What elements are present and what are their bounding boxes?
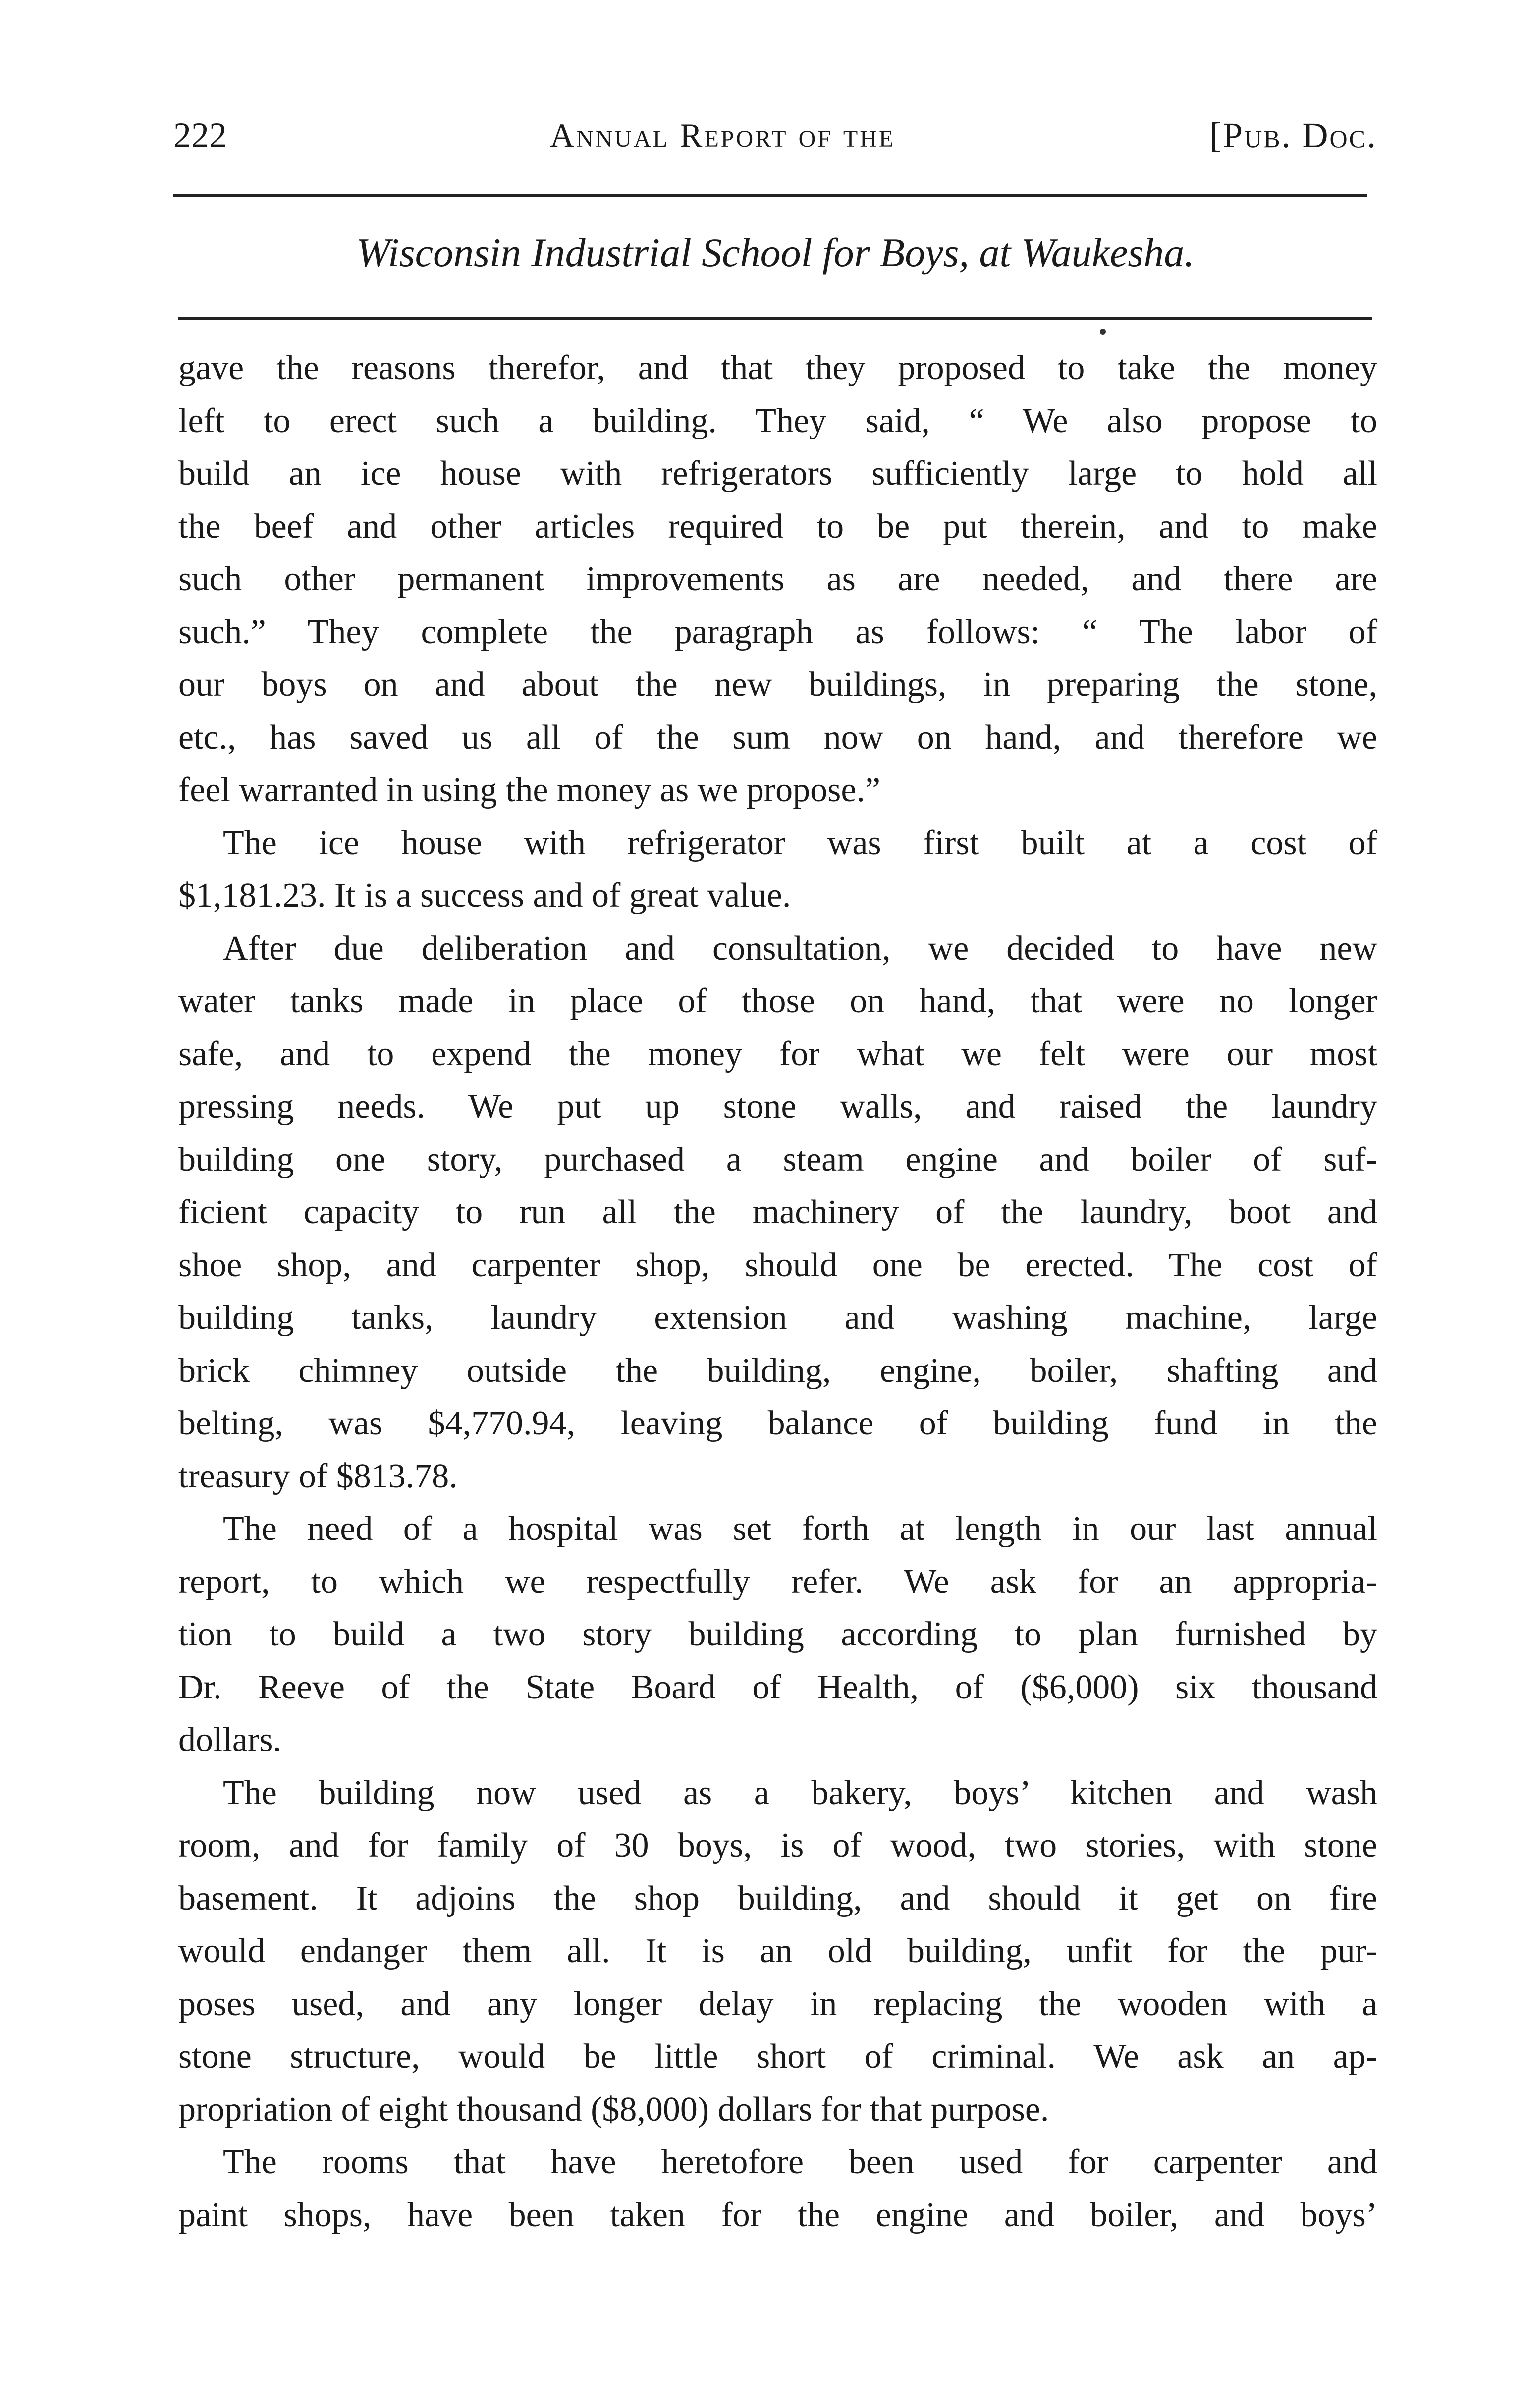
text-line: The building now used as a bakery, boys’ kitchen and wash xyxy=(223,1773,1377,1812)
paragraph xyxy=(178,923,1377,1503)
text-line: stone structure, would be little short of criminal. We ask an ap- xyxy=(178,2037,1377,2076)
text-line: shoe shop, and carpenter shop, should one be erected. The cost of xyxy=(178,1246,1377,1284)
header-rule-top xyxy=(173,194,1367,197)
text-line: basement. It adjoins the shop building, and should it get on fire xyxy=(178,1879,1377,1917)
paragraph xyxy=(178,817,1377,923)
paragraph xyxy=(178,1503,1377,1767)
paragraph xyxy=(178,342,1377,817)
text-line: poses used, and any longer delay in replacing the wooden with a xyxy=(178,1984,1377,2023)
text-line: brick chimney outside the building, engine, boiler, shafting and xyxy=(178,1351,1377,1390)
text-line: gave the reasons therefor, and that they proposed to take the money xyxy=(178,349,1377,387)
text-line: After due deliberation and consultation, we decided to have new xyxy=(223,929,1377,968)
text-line: tion to build a two story building according to plan furnished by xyxy=(178,1615,1377,1653)
text-line: safe, and to expend the money for what we felt were our most xyxy=(178,1035,1377,1073)
text-line: propriation of eight thousand ($8,000) dollars for that purpose. xyxy=(178,2090,1049,2129)
text-line: building one story, purchased a steam engine and boiler of suf- xyxy=(178,1140,1377,1179)
text-line: report, to which we respectfully refer. We ask for an appropria- xyxy=(178,1562,1377,1601)
text-line: room, and for family of 30 boys, is of wood, two stories, with stone xyxy=(178,1826,1377,1864)
text-line: Dr. Reeve of the State Board of Health, of ($6,000) six thousand xyxy=(178,1668,1377,1706)
text-line: our boys on and about the new buildings, in preparing the stone, xyxy=(178,665,1377,704)
paragraph xyxy=(178,2136,1377,2242)
text-line: The ice house with refrigerator was first built at a cost of xyxy=(223,823,1377,862)
print-speck xyxy=(1100,329,1106,335)
header-rule-bottom xyxy=(178,317,1372,320)
text-line: paint shops, have been taken for the engine and boiler, and boys’ xyxy=(178,2195,1377,2234)
text-line: belting, was $4,770.94, leaving balance of building fund in the xyxy=(178,1404,1377,1442)
text-line: would endanger them all. It is an old building, unfit for the pur- xyxy=(178,1932,1377,1970)
text-line: pressing needs. We put up stone walls, and raised the laundry xyxy=(178,1088,1377,1126)
text-line: $1,181.23. It is a success and of great value. xyxy=(178,876,791,915)
text-line: The need of a hospital was set forth at length in our last annual xyxy=(223,1510,1377,1548)
text-line: etc., has saved us all of the sum now on hand, and therefore we xyxy=(178,718,1377,757)
text-line: ficient capacity to run all the machinery of the laundry, boot and xyxy=(178,1193,1377,1231)
text-line: such.” They complete the paragraph as follows: “ The labor of xyxy=(178,612,1377,651)
page-number: 222 xyxy=(173,115,227,155)
text-line: building tanks, laundry extension and washing machine, large xyxy=(178,1299,1377,1337)
text-line: water tanks made in place of those on hand, that were no longer xyxy=(178,982,1377,1020)
section-subheading: Wisconsin Industrial School for Boys, at Waukesha. xyxy=(356,230,1195,275)
text-line: build an ice house with refrigerators sufficiently large to hold all xyxy=(178,454,1377,493)
text-line: the beef and other articles required to be put therein, and to make xyxy=(178,507,1377,546)
text-line: feel warranted in using the money as we propose.” xyxy=(178,771,881,809)
text-line: The rooms that have heretofore been used for carpenter and xyxy=(223,2143,1377,2181)
text-line: left to erect such a building. They said, “ We also propose to xyxy=(178,401,1377,440)
text-line: such other permanent improvements as are needed, and there are xyxy=(178,560,1377,598)
text-line: dollars. xyxy=(178,1721,282,1759)
paragraph xyxy=(178,1767,1377,2136)
document-tag: [Pub. Doc. xyxy=(1209,115,1377,155)
text-line: treasury of $813.78. xyxy=(178,1457,458,1495)
page-header xyxy=(173,108,1377,163)
body-text xyxy=(178,342,1377,2242)
running-head: Annual Report of the xyxy=(550,116,896,154)
